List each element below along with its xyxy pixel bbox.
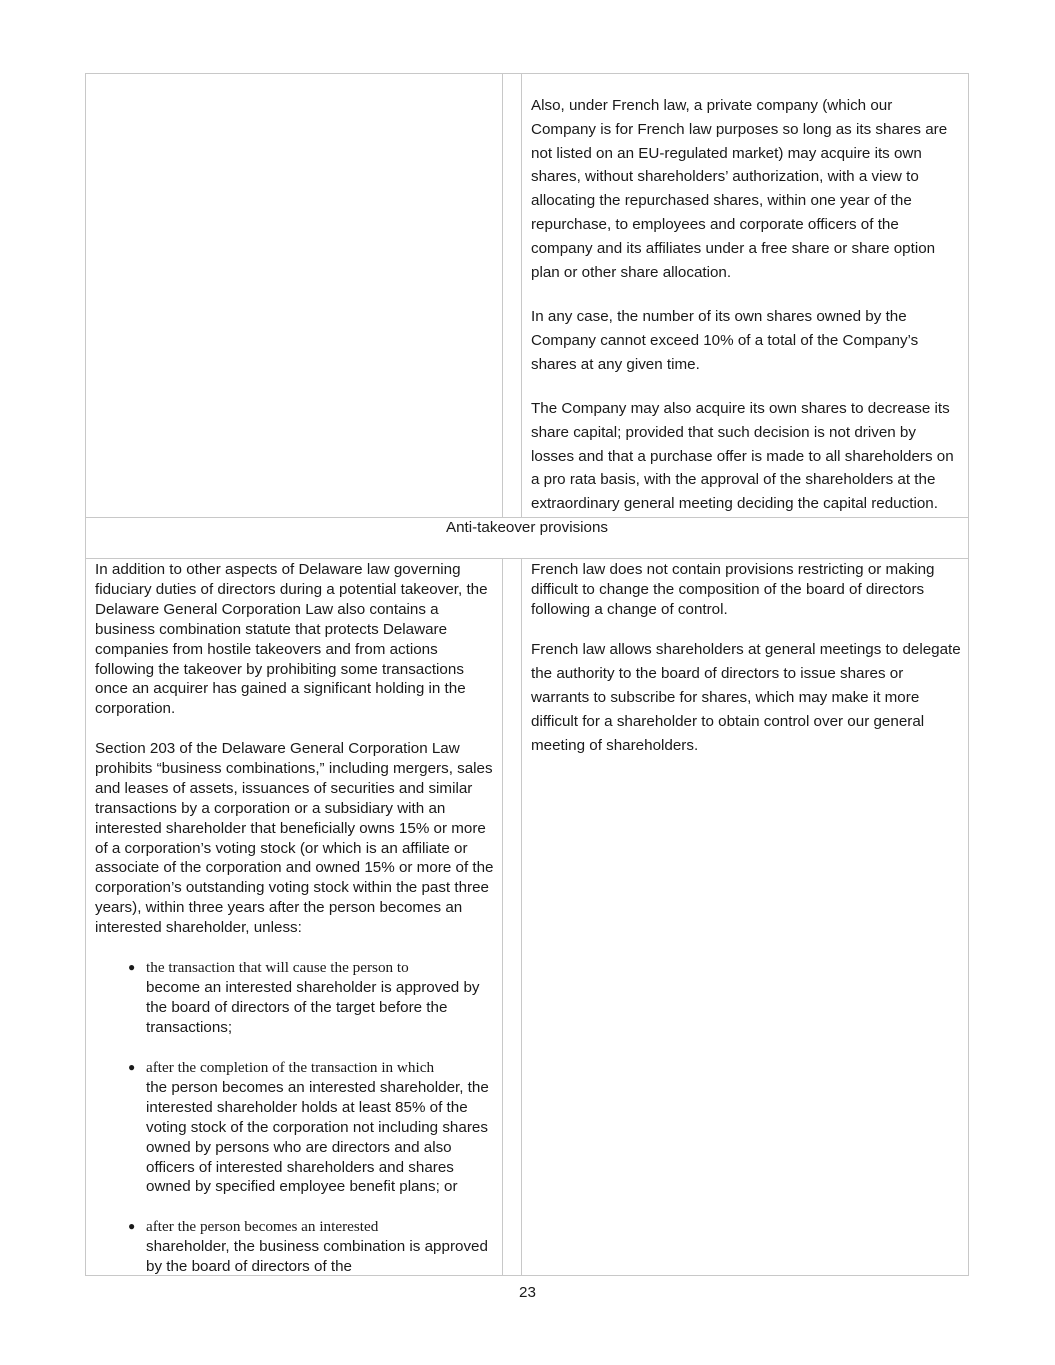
bullet-rest: the person becomes an interested shareholder, the interested shareholder holds at least 85% of the voting stock of the corporation not including shares owned by persons who are directors and also officers of interested shareholders and shares owned by specified employee benefit plans; or — [146, 1078, 489, 1196]
french-delegation-paragraph: French law allows shareholders at general meetings to delegate the authority to the board of directors to issue shares or warrants to subscribe for shares, which may make it more difficult for a shareholder to obtain control over our general meeting of shareholders. — [531, 641, 961, 754]
column-divider-right-lower — [521, 558, 522, 1276]
bullet-text — [146, 1217, 496, 1277]
bullet-text — [146, 958, 496, 1038]
bullet-rest: become an interested shareholder is approved by the board of directors of the target before the transactions; — [146, 978, 480, 1036]
french-board-composition-paragraph: French law does not contain provisions restricting or making difficult to change the composition of the board of directors following a change of control. — [531, 561, 935, 618]
french-share-limit-paragraph: In any case, the number of its own shares owned by the Company cannot exceed 10% of a total of the Company’s shares at any given time. — [531, 308, 919, 373]
bullet-text — [146, 1058, 496, 1197]
column-divider-left — [502, 74, 503, 517]
section-title: Anti-takeover provisions — [445, 519, 609, 536]
bullet-icon: ● — [128, 1060, 136, 1074]
page-number: 23 — [519, 1284, 536, 1301]
french-capital-reduction-paragraph: The Company may also acquire its own shares to decrease its share capital; provided that such decision is not driven by losses and that a purchase offer is made to all shareholders on a pro rata basis, with the approval of the shareholders at the extraordinary general meeting deciding the capital reduction. — [531, 400, 954, 513]
bullet-lead: the transaction that will cause the person to — [146, 959, 409, 976]
bullet-icon: ● — [128, 960, 136, 974]
bullet-rest: shareholder, the business combination is approved by the board of directors of the — [146, 1237, 488, 1275]
bullet-icon: ● — [128, 1219, 136, 1233]
bullet-lead: after the person becomes an interested — [146, 1218, 379, 1235]
bullet-lead: after the completion of the transaction in which — [146, 1059, 435, 1076]
column-divider-right — [521, 74, 522, 517]
delaware-section-203-paragraph: Section 203 of the Delaware General Corporation Law prohibits “business combinations,” including mergers, sales and leases of assets, issuances of securities and similar transactions by a corporation or a subsidiary with an interested shareholder that beneficially owns 15% or more of a corporation’s voting stock (or which is an affiliate or associate of the corporation and owned 15% or more of the corporation’s outstanding voting stock within the past three years), within three years after the person becomes an interested shareholder, unless: — [95, 740, 494, 937]
row-divider-bottom — [86, 558, 968, 559]
delaware-intro-paragraph: In addition to other aspects of Delaware law governing fiduciary duties of directors during a potential takeover, the Delaware General Corporation Law also contains a business combination statute that protects Delaware companies from hostile takeovers and from actions following the takeover by prohibiting some transactions once an acquirer has gained a significant holding in the corporation. — [95, 561, 488, 718]
column-divider-left-lower — [502, 558, 503, 1276]
french-repurchase-paragraph: Also, under French law, a private company (which our Company is for French law purposes so long as its shares are not listed on an EU-regulated market) may acquire its own shares, without shareholders’ authorization, with a view to allocating the repurchased shares, within one year of the repurchase, to employees and corporate officers of the company and its affiliates under a free share or share option plan or other share allocation. — [531, 97, 948, 281]
